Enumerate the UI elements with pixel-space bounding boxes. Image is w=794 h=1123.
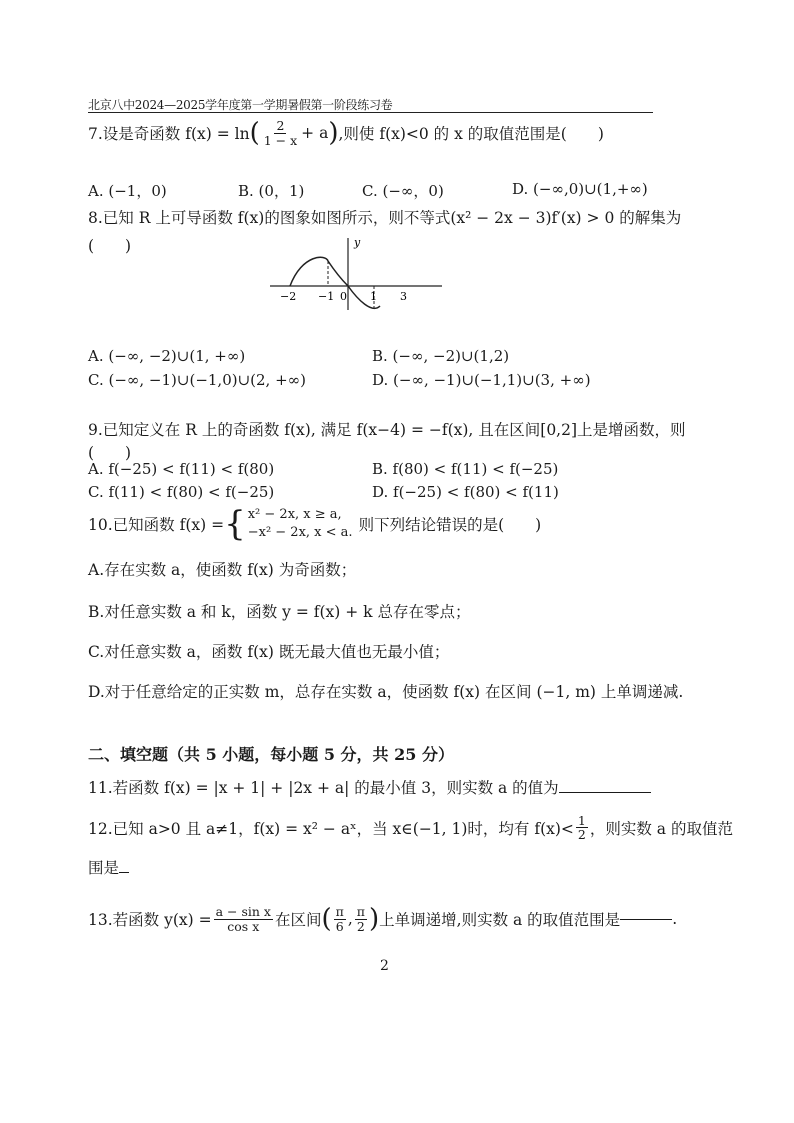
q13-stem-mid: 在区间 xyxy=(274,911,322,929)
q10-case-2: −x² − 2x, x < a. xyxy=(247,524,353,540)
q7-option-a: A. (−1，0) xyxy=(88,182,167,200)
q8-y-label: y xyxy=(354,236,361,249)
q7-option-d: D. (−∞,0)∪(1,+∞) xyxy=(512,180,648,198)
q8-tick-neg2: −2 xyxy=(280,290,297,303)
q9-option-b: B. f(80) < f(11) < f(−25) xyxy=(372,460,559,478)
q8-tick-0: 0 xyxy=(340,290,347,303)
q12-stem-post: ，则实数 a 的取值范 xyxy=(589,819,733,838)
q13-stem-pre: 13.若函数 y(x) = xyxy=(88,911,212,929)
q13-fraction xyxy=(214,905,273,932)
q7-option-b: B. (0，1) xyxy=(238,182,305,200)
q7-paren-left: ( xyxy=(249,118,260,148)
q13-int-den-1: 6 xyxy=(335,918,344,934)
q13-interval-right: ) xyxy=(369,904,380,934)
q7-frac-den: 1 − x xyxy=(263,132,298,148)
q8-option-a: A. (−∞, −2)∪(1, +∞) xyxy=(88,347,246,365)
q13-end: . xyxy=(672,910,678,928)
q13-int-num-2: π xyxy=(356,904,365,920)
q7-stem-pre: 7.设是奇函数 f(x) = ln xyxy=(88,125,250,143)
q10-case-1: x² − 2x, x ≥ a, xyxy=(247,507,342,522)
q10-stem-pre: 10.已知函数 f(x) = xyxy=(88,515,225,534)
q12-stem-pre: 12.已知 a>0 且 a≠1，f(x) = x² − aˣ，当 x∈(−1, 1)时，均有 f(x)< xyxy=(88,819,574,838)
q10-option-b: B.对任意实数 a 和 k，函数 y = f(x) + k 总存在零点； xyxy=(88,603,471,621)
q8-tick-3: 3 xyxy=(400,290,407,303)
q8-tick-1: 1 xyxy=(370,290,377,303)
q13-int-num-1: π xyxy=(335,904,344,920)
q13-frac-num: a − sin x xyxy=(215,904,271,920)
q13-interval-frac-2 xyxy=(355,905,367,932)
q7-option-c: C. (−∞，0) xyxy=(362,182,444,200)
question-8-stem: 8.已知 R 上可导函数 f(x)的图象如图所示，则不等式(x² − 2x − 3)f′(x) > 0 的解集为 xyxy=(88,209,682,227)
question-13-stem xyxy=(88,904,677,934)
question-9-stem: 9.已知定义在 R 上的奇函数 f(x), 满足 f(x−4) = −f(x), 且在区间[0,2]上是增函数，则 xyxy=(88,421,686,439)
q8-option-b: B. (−∞, −2)∪(1,2) xyxy=(372,347,510,365)
q12-frac-num: 1 xyxy=(577,813,586,828)
q8-curve xyxy=(290,257,380,308)
q10-piecewise xyxy=(224,503,353,544)
q9-option-d: D. f(−25) < f(80) < f(11) xyxy=(372,483,559,501)
q12-line-2 xyxy=(88,856,129,878)
q9-option-c: C. f(11) < f(80) < f(−25) xyxy=(88,483,275,501)
question-11-stem xyxy=(88,776,651,798)
q10-option-c: C.对任意实数 a，函数 f(x) 既无最大值也无最小值； xyxy=(88,643,450,661)
q7-paren-right: ) xyxy=(328,118,339,148)
q13-int-den-2: 2 xyxy=(356,918,365,934)
q9-option-a: A. f(−25) < f(11) < f(80) xyxy=(88,460,275,478)
q7-fraction xyxy=(262,119,299,146)
q8-function-graph xyxy=(262,234,452,316)
q8-answer-paren: ( ) xyxy=(88,237,132,255)
q10-cases xyxy=(248,506,353,541)
header-rule xyxy=(88,112,653,113)
q7-plus-a: + a xyxy=(301,124,329,142)
q12-answer-blank[interactable] xyxy=(119,872,129,873)
question-7-stem xyxy=(88,118,604,148)
q13-interval-frac-1 xyxy=(334,905,346,932)
q11-answer-blank[interactable] xyxy=(559,792,651,793)
q10-brace: { xyxy=(224,503,246,544)
q10-option-a: A.存在实数 a，使函数 f(x) 为奇函数； xyxy=(88,561,357,579)
q8-option-d: D. (−∞, −1)∪(−1,1)∪(3, +∞) xyxy=(372,371,591,389)
q11-stem: 11.若函数 f(x) = |x + 1| + |2x + a| 的最小值 3，则实数 a 的值为 xyxy=(88,779,559,797)
q12-frac-den: 2 xyxy=(577,827,586,843)
q9-answer-paren: ( ) xyxy=(88,444,132,462)
section-2-title: 二、填空题（共 5 小题，每小题 5 分，共 25 分） xyxy=(88,745,454,764)
q8-option-c: C. (−∞, −1)∪(−1,0)∪(2, +∞) xyxy=(88,371,307,389)
q13-answer-blank[interactable] xyxy=(620,919,672,920)
q10-stem-post: 则下列结论错误的是( ) xyxy=(358,515,542,534)
q12-fraction xyxy=(576,814,588,841)
q13-interval-comma: , xyxy=(347,910,353,928)
question-10-stem xyxy=(88,503,542,544)
q7-stem-post: ,则使 f(x)<0 的 x 的取值范围是( ) xyxy=(338,125,604,143)
question-12-stem xyxy=(88,814,733,841)
q13-stem-post: 上单调递增,则实数 a 的取值范围是 xyxy=(379,911,621,929)
q10-option-d: D.对于任意给定的正实数 m，总存在实数 a，使函数 f(x) 在区间 (−1, m) 上单调递减. xyxy=(88,683,684,701)
q12-line2-text: 围是 xyxy=(88,859,120,877)
q8-tick-neg1: −1 xyxy=(318,290,335,303)
exam-header: 北京八中2024—2025学年度第一学期暑假第一阶段练习卷 xyxy=(88,98,393,112)
q7-frac-num: 2 xyxy=(276,118,285,134)
q13-frac-den: cos x xyxy=(227,918,260,934)
q13-interval-left: ( xyxy=(321,904,332,934)
page-number: 2 xyxy=(380,958,389,974)
